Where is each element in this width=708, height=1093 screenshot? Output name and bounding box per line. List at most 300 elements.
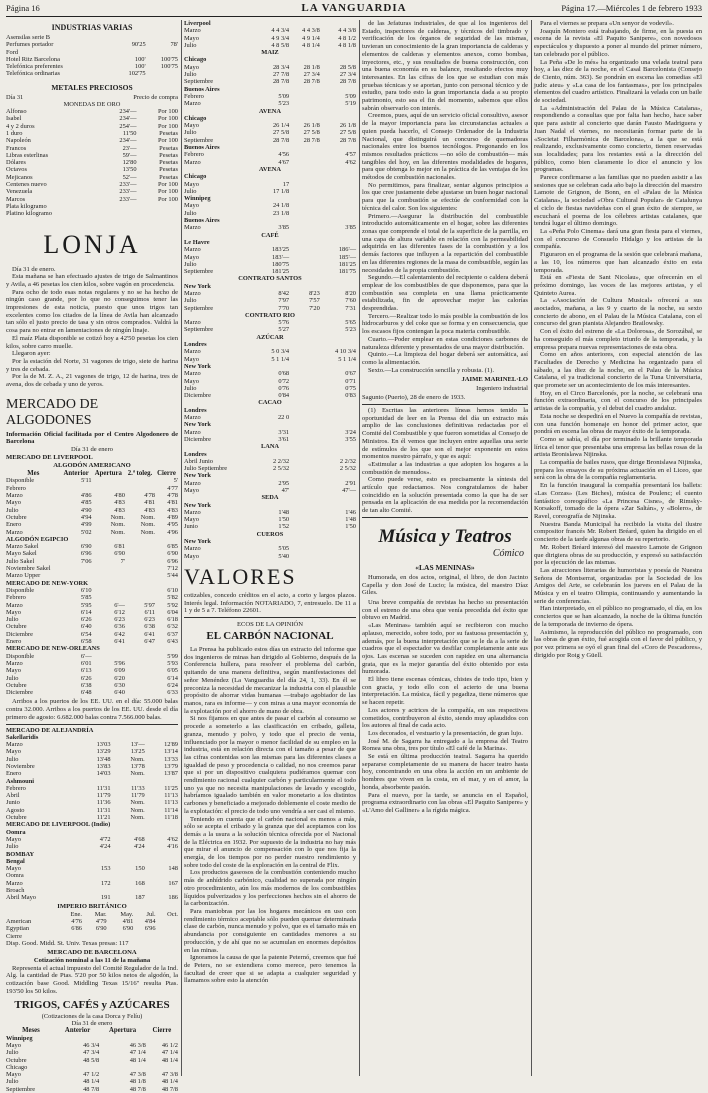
table-cell bbox=[92, 594, 125, 601]
table-cell: Octubre bbox=[6, 1056, 27, 1064]
table-cell: 3'61 bbox=[278, 435, 290, 443]
table-cell: Marzo bbox=[184, 246, 201, 254]
table-cell: Julio bbox=[6, 843, 19, 851]
table-cell: Cierre bbox=[6, 932, 22, 940]
table-cell: 6'14 bbox=[80, 608, 92, 616]
table-cell bbox=[58, 933, 82, 940]
table-row bbox=[6, 785, 178, 792]
table-cell bbox=[92, 587, 125, 594]
section-label-text: AVENA bbox=[259, 107, 281, 115]
table-cell: Mayo bbox=[184, 180, 199, 188]
table-cell: Chicago bbox=[6, 1063, 28, 1071]
table-row bbox=[6, 196, 178, 203]
table-cell: 4 8 1/8 bbox=[338, 41, 356, 49]
table-cell: 1'50 bbox=[278, 516, 290, 524]
table-cell: 4 8 1/2 bbox=[338, 34, 356, 42]
table-cell bbox=[92, 572, 125, 579]
table-row bbox=[184, 348, 356, 355]
table-cell: 181'25 bbox=[272, 268, 290, 276]
table-cell: Julio bbox=[184, 297, 197, 305]
table-cell: 6'01 bbox=[80, 659, 92, 667]
table-cell: Disponible bbox=[6, 586, 35, 594]
table-cell: 4'76 bbox=[71, 917, 82, 925]
table-cell: 27 5/8 bbox=[303, 129, 320, 137]
table-cell: Mayo Sakel bbox=[6, 550, 37, 558]
table-cell: 8'20 bbox=[345, 289, 356, 297]
column-2 bbox=[184, 20, 356, 1076]
section-label-text: Chicago bbox=[184, 114, 207, 122]
table-cell: Octubre bbox=[6, 623, 27, 631]
paragraph: Como en años anteriores, con especial atención de las Facultades de Derecho y Medicina ha organizado para el sábado, a las diez de la noche, en el Palau de la Música Catalana, el ya tradicional concierto de la Tuna Universitaria, que promete ser un acontecimiento de los más interesantes. bbox=[534, 351, 702, 390]
section-label-text: CACAO bbox=[258, 399, 282, 407]
table-row bbox=[6, 894, 178, 901]
metales-col: Precio de compra bbox=[133, 93, 178, 101]
table-cell: 102'75 bbox=[128, 70, 146, 78]
theatre-text bbox=[362, 599, 528, 815]
table-cell: 6'33 bbox=[167, 689, 178, 697]
table-cell: 14'03 bbox=[96, 770, 111, 778]
table-row bbox=[6, 799, 178, 806]
table-cell bbox=[125, 587, 155, 594]
paragraph: Joaquín Montero está trabajando, de firme, en la puesta en escena de la revista «El Paquito Sanipere», con novedosos espectáculos y dispuesto a poner al mundo del primer número, tan celebrado por el público. bbox=[534, 27, 702, 58]
table-cell: 13'79 bbox=[164, 762, 178, 770]
table-cell: 1'48 bbox=[278, 508, 290, 516]
table-cell: 6'40 bbox=[114, 689, 125, 697]
table-cell: Julio bbox=[184, 384, 197, 392]
carbon-title: EL CARBÓN NACIONAL bbox=[206, 630, 334, 643]
table-cell: 3'85 bbox=[278, 224, 290, 232]
table-cell bbox=[289, 188, 320, 195]
table-cell: 26 1/8 bbox=[303, 122, 320, 130]
divider bbox=[362, 404, 528, 405]
table-cell bbox=[6, 911, 58, 918]
table-cell: 4'79 bbox=[95, 917, 107, 925]
table-cell: Febrero bbox=[184, 92, 204, 100]
table-cell: Diciembre bbox=[184, 435, 211, 443]
paragraph: La «Asociación de Cultura Musical» ofrecerá a sus asociados, mañana, a las 9 y cuarto de la noche, su sexto concierto de abono, en el Palau de la Música Catalana, con el concurso del gran pianista Alejandro Brailowsky. bbox=[534, 297, 702, 328]
table-cell bbox=[125, 485, 155, 492]
table-cell: 5'76 bbox=[278, 319, 290, 327]
table-cell: 100'75 bbox=[160, 55, 178, 63]
table-cell: 28 7/8 bbox=[272, 136, 290, 144]
section-label-text: Buenos Aires bbox=[184, 144, 220, 152]
masthead: LA VANGUARDIA bbox=[301, 2, 407, 14]
table-cell: 6'36 bbox=[114, 623, 125, 631]
table-cell: Telefónica ordinarias bbox=[6, 70, 61, 78]
header-cell: Anterior bbox=[64, 1027, 91, 1035]
section-label-text: Liverpool bbox=[184, 20, 211, 27]
table-cell: Libras esterlinas bbox=[6, 151, 49, 159]
table-cell: Por 100 bbox=[157, 195, 178, 203]
table-cell: 4'81 bbox=[144, 499, 155, 507]
table-cell: Marcos bbox=[6, 195, 26, 203]
table-header bbox=[6, 1027, 178, 1034]
table-row bbox=[184, 64, 356, 71]
table-cell: Febrero bbox=[6, 784, 26, 792]
table-cell: 46 3/8 bbox=[129, 1041, 146, 1049]
table-cell bbox=[289, 458, 320, 465]
table-cell: Pesetas bbox=[159, 129, 178, 137]
table-header bbox=[6, 911, 178, 918]
section-label bbox=[184, 144, 356, 151]
table-row bbox=[6, 514, 178, 521]
table-cell bbox=[92, 485, 125, 492]
section-label-text: New York bbox=[184, 538, 211, 546]
table-cell: Marzo bbox=[184, 319, 201, 327]
table-cell: Septiembre bbox=[184, 268, 214, 276]
footnote: (1) Escritas las anteriores líneas hemos tenido la oportunidad de leer en la Prensa del día un extracto más amplio de las conclusiones definitivas redactadas por el Comité del Combustible y que fueron sometidas al Consejo de Ministros. En él vemos que incluyen entre aquellas una serie de estímulos de los que son el mejor exponente en estos momentos nuestro párrafo, y que es aquí: bbox=[362, 407, 528, 461]
table-cell: Mayo bbox=[184, 516, 199, 524]
table-cell: 6'90 bbox=[95, 925, 107, 933]
section-label-text: New York bbox=[184, 472, 211, 480]
table-cell bbox=[125, 543, 155, 550]
table-cell: Nom. bbox=[130, 770, 145, 778]
table-cell: 6'— bbox=[80, 652, 92, 660]
table-cell: 6'58 bbox=[80, 638, 92, 646]
table-cell: 0'83 bbox=[345, 392, 356, 400]
section-label bbox=[6, 821, 178, 828]
table-cell bbox=[133, 933, 155, 940]
table-cell: 186 bbox=[168, 894, 178, 902]
table-cell: 5'82 bbox=[167, 594, 178, 602]
table-cell bbox=[99, 1064, 146, 1071]
table-cell: 48 7/8 bbox=[83, 1085, 100, 1093]
table-cell: Diciembre bbox=[6, 689, 33, 697]
table-cell bbox=[77, 887, 110, 894]
table-cell: 5'23 bbox=[278, 100, 290, 108]
table-row bbox=[184, 122, 356, 129]
table-cell: 4'94 bbox=[80, 513, 92, 521]
table-cell bbox=[289, 414, 320, 421]
table-cell: 1'48 bbox=[345, 516, 356, 524]
table-row bbox=[184, 78, 356, 85]
section-label bbox=[184, 232, 356, 239]
divider bbox=[184, 617, 356, 618]
table-row bbox=[6, 507, 178, 514]
table-cell: 11'14 bbox=[164, 806, 178, 814]
table-cell: 0'71 bbox=[345, 377, 356, 385]
table-cell: 100' bbox=[134, 55, 146, 63]
table-cell: Mejicanos bbox=[6, 173, 33, 181]
table-cell: Dólares bbox=[6, 159, 26, 167]
meninas-title: «LAS MENINAS» bbox=[415, 562, 475, 572]
table-cell: Pesetas bbox=[159, 151, 178, 159]
table-cell bbox=[289, 246, 320, 253]
table-cell: Marzo bbox=[184, 414, 201, 422]
trigos-table bbox=[6, 1027, 178, 1093]
table-cell: Septiembre bbox=[184, 78, 214, 86]
section-label-text: New York bbox=[184, 501, 211, 509]
table-row bbox=[6, 631, 178, 638]
table-cell bbox=[146, 70, 178, 77]
section-label-text: MAIZ bbox=[261, 49, 279, 57]
table-row bbox=[184, 35, 356, 42]
table-cell: 47'— bbox=[342, 487, 356, 494]
table-row bbox=[184, 319, 356, 326]
table-cell: Por 100 bbox=[157, 181, 178, 189]
paragraph: Una breve compañía de revistas ha hecho su presentación con el estreno de una obra que venía precedida del éxito que obtuvo en Madrid. bbox=[362, 599, 528, 622]
table-cell: 100' bbox=[134, 63, 146, 71]
table-cell: 7'12 bbox=[167, 565, 178, 573]
table-cell: 6'04 bbox=[167, 608, 178, 616]
table-cell bbox=[125, 682, 155, 689]
table-cell: 27 7/8 bbox=[272, 71, 290, 79]
paragraph: Esta noche se despedirá en el Nuevo la compañía de revistas, con una función homenaje en honor del primer actor, que pondrá en escena las obras de mayor éxito de la temporada. bbox=[534, 412, 702, 436]
table-row bbox=[6, 918, 178, 925]
table-row bbox=[184, 129, 356, 136]
table-cell: Asensilas serie B bbox=[6, 34, 51, 41]
table-cell: 6'81 bbox=[114, 543, 125, 551]
table-row bbox=[184, 356, 356, 363]
table-cell: 13'14 bbox=[164, 748, 178, 756]
section-label bbox=[184, 363, 356, 370]
table-cell: Julio Sakel bbox=[6, 557, 35, 565]
paragraph: El libro tiene escenas cómicas, chistes de todo tipo, bien y con gracia, y todo ello con el acierto de una buena interpretación. La música, fácil y pegadiza, tiene números que se hacen repetir. bbox=[362, 676, 528, 707]
table-cell bbox=[137, 210, 178, 217]
table-cell: 13'03 bbox=[96, 741, 111, 749]
table-cell: 3'55 bbox=[345, 435, 356, 443]
table-cell: 11'31 bbox=[96, 784, 111, 792]
table-cell: 2 2/32 bbox=[272, 457, 290, 465]
table-row bbox=[6, 130, 178, 137]
table-cell: 4 8 5/8 bbox=[271, 41, 290, 49]
table-cell: 11'33 bbox=[131, 784, 145, 792]
table-cell: Septiembre bbox=[184, 136, 214, 144]
table-cell bbox=[289, 436, 320, 443]
table-row bbox=[6, 543, 178, 550]
table-cell: Marzo bbox=[6, 492, 23, 500]
table-cell bbox=[320, 210, 356, 217]
table-row bbox=[6, 689, 178, 696]
table-cell: 11'50 bbox=[122, 129, 137, 137]
section-label-text: MERCADO DE ALEJANDRÍA bbox=[6, 726, 94, 734]
section-label bbox=[6, 727, 178, 734]
section-label bbox=[184, 399, 356, 406]
table-cell: 6'41 bbox=[144, 630, 155, 638]
table-cell: Mayo bbox=[6, 748, 21, 756]
table-cell bbox=[145, 872, 178, 879]
liverpool-title: MERCADO DE LIVERPOOL bbox=[6, 454, 93, 462]
section-label-text: New York bbox=[184, 421, 211, 429]
table-cell: Nom. bbox=[140, 528, 155, 536]
paragraph: Ignoramos la causa de que la patente Peternó, creemos que fué de Peters, no se extendiera como merece, pero tenemos la facultad de creer que si se adapta a cualquier seguridad y llamamos sobre esto la atención bbox=[184, 954, 356, 985]
table-row bbox=[6, 174, 178, 181]
table-cell: Mayo bbox=[184, 552, 199, 560]
table-cell: 168 bbox=[135, 879, 145, 887]
table-cell: 6'40 bbox=[80, 623, 92, 631]
table-cell: Por 100 bbox=[157, 122, 178, 130]
table-cell: 2 5/32 bbox=[272, 465, 290, 473]
table-row bbox=[184, 290, 356, 297]
table-cell: 7'70 bbox=[278, 304, 290, 312]
table-cell: 4'68 bbox=[134, 835, 145, 843]
table-row bbox=[6, 843, 178, 850]
paragraph: Han interpretado, en el público no programado, el día, en los conciertos que se han alcanzado, la noche de la última función de la temporada de invierno de ópera. bbox=[534, 605, 702, 628]
table-cell: Pesetas bbox=[159, 144, 178, 152]
column-1 bbox=[6, 20, 178, 1093]
table-cell: 5'11 bbox=[81, 477, 92, 485]
table-cell: 254'— bbox=[119, 122, 137, 130]
table-row bbox=[6, 836, 178, 843]
table-cell: 47 1/2 bbox=[83, 1071, 100, 1079]
carbon-article-continued bbox=[362, 20, 528, 374]
table-cell: Diciembre bbox=[184, 392, 211, 400]
table-cell: Perfumes portador bbox=[6, 41, 54, 49]
metales-head bbox=[6, 94, 178, 101]
paragraph: En la función inaugural la compañía presentará los ballets: «Las Corzas» (Les Biches), música de Poulenc; el cuento fantástico coreográfico «La Princesa Cisne», de Rimsky-Korsakoff, tomado de la ópera «Zar Saltán», y «Bolero», de Ravel, coreografía de Nijinska. bbox=[534, 482, 702, 520]
table-cell: Marzo bbox=[184, 479, 201, 487]
paragraph: Creemos, pues, aquí de un servicio oficial consultivo, asesor de la mayor importancia para las circunstancias actuales a quien pueda hacerlo, el Consejo Ordenador de la Industria Nacional, que distinguirá un concurso de quemadoras nacionales entre los buenos tecnólogos. Pregonando en los mismos resultados prácticos —no sólo de combustión— más tangibles del hoy, en las diferentes modalidades de hogares, para que obtenga lo mejor en la práctica de las ventajas de los métodos de combustión nacionales. bbox=[362, 112, 528, 182]
table-row bbox=[6, 1064, 178, 1071]
table-cell: 13'25 bbox=[130, 748, 145, 756]
table-cell bbox=[289, 210, 320, 217]
section-label-text: AZÚCAR bbox=[256, 333, 284, 341]
table-cell: 7'31 bbox=[345, 304, 356, 312]
table-cell bbox=[125, 653, 155, 660]
table-cell: 234'— bbox=[119, 108, 137, 116]
table-cell: Francos bbox=[6, 144, 27, 152]
table-cell: Noviembre bbox=[6, 762, 35, 770]
table-cell: 5 1 1/4 bbox=[271, 355, 290, 363]
valores-title: VALORES bbox=[184, 563, 297, 589]
table-cell: 13'48 bbox=[96, 755, 111, 763]
section-label bbox=[184, 538, 356, 545]
table-cell bbox=[146, 34, 178, 41]
section-label bbox=[184, 451, 356, 458]
table-cell: 12'89 bbox=[164, 741, 178, 749]
paragraph: Parece confirmarse a las familias que no pueden asistir a las sesiones que se celebran cada año bajo la dirección del maestro Lamote de Grignon, de Bonn, en el «Palau de la Música Catalana», la sociedad «Obra Cultural Popular» de Catalunya el ciclo de fiestas navideñas con el gran éxito de siempre, se escuchará el poema de los célebres artistas catalanes, que tendrá lugar el último domingo. bbox=[534, 174, 702, 228]
table-cell: 7'06 bbox=[80, 557, 92, 565]
table-cell: 150 bbox=[135, 865, 145, 873]
table-cell: 5'85 bbox=[80, 594, 92, 602]
table-row bbox=[6, 203, 178, 210]
table-row bbox=[184, 42, 356, 49]
table-cell: Julio bbox=[6, 1078, 19, 1086]
table-row bbox=[6, 667, 178, 674]
table-cell: 13'50 bbox=[122, 166, 137, 174]
table-row bbox=[6, 623, 178, 630]
metales-title: METALES PRECIOSOS bbox=[51, 82, 133, 92]
section-label-text: MERCADO DE LIVERPOOL (Indio) bbox=[6, 821, 111, 829]
section-label bbox=[184, 312, 356, 319]
table-row bbox=[6, 63, 178, 70]
table-cell: Mayo bbox=[184, 122, 199, 130]
table-cell: 6'30 bbox=[114, 681, 125, 689]
table-cell: 4 8 1/4 bbox=[302, 41, 320, 49]
table-cell bbox=[125, 689, 155, 696]
table-row bbox=[184, 545, 356, 552]
paragraph: Para el viernes se prepara «Un senyor de vodevil». bbox=[540, 20, 674, 27]
table-cell: 1 duro bbox=[6, 129, 23, 137]
lonja-text bbox=[6, 266, 178, 389]
table-cell: Egyptian bbox=[6, 925, 30, 933]
monedas-label: MONEDAS DE ORO bbox=[63, 101, 121, 109]
table-cell: 4 9 3/4 bbox=[271, 34, 290, 42]
table-row bbox=[184, 27, 356, 34]
section-label bbox=[184, 20, 356, 27]
table-row bbox=[6, 145, 178, 152]
section-label-text: CUEROS bbox=[256, 530, 284, 538]
table-cell: Marzo bbox=[184, 27, 201, 35]
table-row bbox=[6, 492, 178, 499]
table-cell: Nom. bbox=[130, 806, 145, 814]
table-cell: 6'20 bbox=[114, 674, 125, 682]
table-cell: 5 1 1/4 bbox=[338, 355, 356, 363]
table-row bbox=[6, 108, 178, 115]
table-cell: 6'10 bbox=[167, 586, 178, 594]
table-cell: Jul. bbox=[146, 910, 156, 918]
table-cell: 3'24 bbox=[345, 428, 356, 436]
table-cell: Disponible bbox=[6, 477, 35, 485]
table-cell: 6'23 bbox=[114, 616, 125, 624]
table-cell: 233'— bbox=[119, 188, 137, 196]
table-cell: 11'13 bbox=[164, 799, 178, 807]
section-label bbox=[6, 536, 178, 543]
section-label bbox=[184, 494, 356, 501]
section-label-text: Sakellaridis bbox=[6, 733, 39, 741]
table-cell: Mayo bbox=[184, 487, 199, 494]
paragraph: Tercero.—Realizar todo lo más posible la combustión de los hidrocarburos y del coke que se forma y en consecuencia, que los escasos fijos contengan la poca materia combustible. bbox=[362, 312, 528, 336]
section-label bbox=[184, 421, 356, 428]
table-row bbox=[6, 763, 178, 770]
table-cell: 11'21 bbox=[96, 814, 111, 822]
section-label-text: Chicago bbox=[184, 56, 207, 64]
table-cell: 4'81 bbox=[167, 499, 178, 507]
table-cell: Marzo bbox=[6, 601, 23, 609]
table-cell: Septiembre bbox=[184, 304, 214, 312]
table-row bbox=[6, 1049, 178, 1056]
table-cell bbox=[125, 572, 155, 579]
table-row bbox=[6, 485, 178, 492]
table-cell: 5'44 bbox=[167, 572, 178, 580]
algodones-info: Información Oficial facilitada por el Centro Algodonero de Barcelona bbox=[6, 430, 178, 446]
table-cell bbox=[111, 887, 145, 894]
table-cell: 4'96 bbox=[167, 528, 178, 536]
table-cell: 28 7/8 bbox=[272, 78, 290, 86]
table-cell bbox=[61, 485, 92, 492]
table-cell: 6'— bbox=[114, 601, 125, 609]
table-cell: Nom. bbox=[130, 799, 145, 807]
table-row bbox=[184, 151, 356, 158]
section-label-text: Buenos Aires bbox=[184, 85, 220, 93]
table-cell: 6'10 bbox=[80, 586, 92, 594]
table-cell: 7'97 bbox=[278, 297, 290, 305]
section-label bbox=[184, 443, 356, 450]
table-cell: 5'05 bbox=[278, 545, 290, 553]
table-cell: Marzo bbox=[184, 289, 201, 297]
paragraph: Por la de M. Z. A., 21 vagones de trigo, 12 de harina, tres de avena, dos de cebada y uno de yeros. bbox=[6, 373, 178, 389]
table-cell: Por 100 bbox=[157, 115, 178, 123]
table-cell: 47 3/4 bbox=[83, 1049, 100, 1057]
section-label-text: SEDA bbox=[261, 494, 279, 502]
table-row bbox=[184, 210, 356, 217]
table-cell: 4'24 bbox=[99, 843, 111, 851]
table-cell: 4'83 bbox=[167, 506, 178, 514]
table-cell: Mayo bbox=[184, 34, 199, 42]
table-cell: 4'78 bbox=[144, 492, 155, 500]
table-row bbox=[184, 523, 356, 530]
carbon-article bbox=[184, 646, 356, 985]
table-cell bbox=[61, 572, 92, 579]
table-cell: 233'— bbox=[119, 195, 137, 203]
table-cell: 0'84 bbox=[278, 392, 290, 400]
table-cell: 28 1/8 bbox=[303, 63, 320, 71]
section-label-text: Bengal bbox=[6, 857, 25, 865]
table-cell: 5'40 bbox=[278, 552, 290, 560]
table-cell: 6'90 bbox=[114, 550, 125, 558]
table-cell: 153 bbox=[100, 865, 111, 873]
table-cell: Alfonso bbox=[6, 108, 27, 116]
